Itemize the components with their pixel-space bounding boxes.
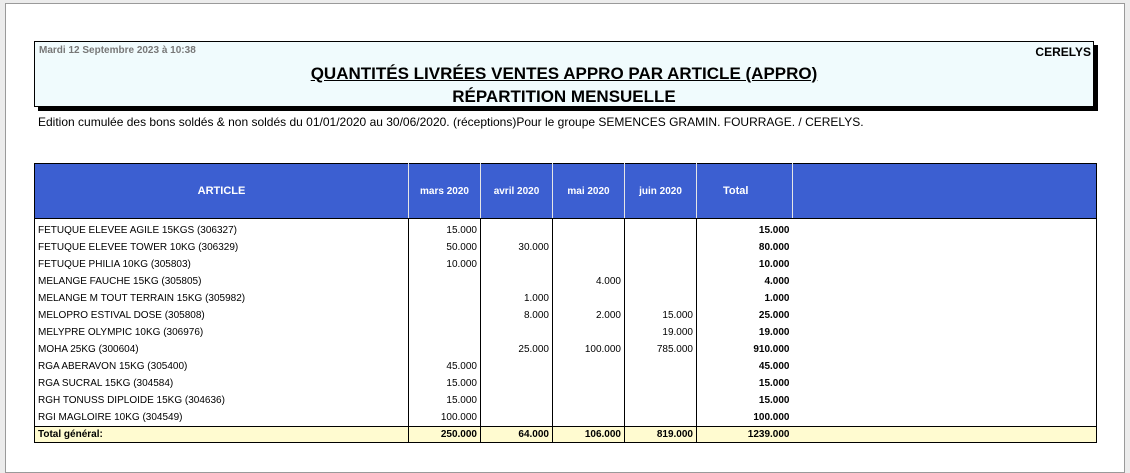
row-total-cell: 4.000 xyxy=(697,273,793,290)
quantity-cell-mars: 15.000 xyxy=(409,392,481,409)
row-filler xyxy=(793,239,1097,256)
table-row xyxy=(35,273,1097,290)
table-row xyxy=(35,239,1097,256)
quantity-cell-avril: 30.000 xyxy=(481,239,553,256)
grand-total-row xyxy=(35,427,1097,443)
quantity-cell-avril xyxy=(481,392,553,409)
quantity-cell-mai xyxy=(553,375,625,392)
quantity-cell-juin xyxy=(625,409,697,427)
row-total-cell: 15.000 xyxy=(697,375,793,392)
row-filler xyxy=(793,392,1097,409)
report-table xyxy=(34,163,1097,443)
quantity-cell-avril: 8.000 xyxy=(481,307,553,324)
table-row xyxy=(35,307,1097,324)
row-filler xyxy=(793,273,1097,290)
quantity-cell-mai xyxy=(553,256,625,273)
table-row xyxy=(35,219,1097,240)
column-header-mai: mai 2020 xyxy=(553,164,625,219)
table-row xyxy=(35,375,1097,392)
report-page xyxy=(5,3,1125,473)
grand-total-mars: 250.000 xyxy=(409,427,481,443)
article-cell: MELYPRE OLYMPIC 10KG (306976) xyxy=(35,324,409,341)
row-total-cell: 45.000 xyxy=(697,358,793,375)
quantity-cell-juin xyxy=(625,239,697,256)
row-filler xyxy=(793,358,1097,375)
quantity-cell-mai xyxy=(553,358,625,375)
table-row xyxy=(35,392,1097,409)
column-header-juin: juin 2020 xyxy=(625,164,697,219)
quantity-cell-avril xyxy=(481,375,553,392)
row-total-cell: 80.000 xyxy=(697,239,793,256)
row-filler xyxy=(793,409,1097,427)
row-total-cell: 15.000 xyxy=(697,219,793,240)
quantity-cell-avril xyxy=(481,358,553,375)
quantity-cell-mars xyxy=(409,307,481,324)
edition-description: Edition cumulée des bons soldés & non soldés du 01/01/2020 au 30/06/2020. (réceptions)Pour le groupe SEMENCES GRAMIN. FOURRAGE. / CERELYS. xyxy=(38,115,864,129)
grand-total-label: Total général: xyxy=(35,427,409,443)
article-cell: MELANGE M TOUT TERRAIN 15KG (305982) xyxy=(35,290,409,307)
quantity-cell-juin: 19.000 xyxy=(625,324,697,341)
quantity-cell-juin xyxy=(625,273,697,290)
table-header-row xyxy=(35,164,1097,219)
quantity-cell-avril xyxy=(481,273,553,290)
row-filler xyxy=(793,256,1097,273)
quantity-cell-juin xyxy=(625,392,697,409)
report-header xyxy=(34,41,1094,107)
quantity-cell-mai xyxy=(553,239,625,256)
grand-total-filler xyxy=(793,427,1097,443)
quantity-cell-mars xyxy=(409,324,481,341)
row-filler xyxy=(793,324,1097,341)
quantity-cell-mai xyxy=(553,324,625,341)
quantity-cell-mars: 15.000 xyxy=(409,219,481,240)
table-row xyxy=(35,341,1097,358)
quantity-cell-juin xyxy=(625,256,697,273)
article-cell: RGA ABERAVON 15KG (305400) xyxy=(35,358,409,375)
article-cell: MELOPRO ESTIVAL DOSE (305808) xyxy=(35,307,409,324)
article-cell: MELANGE FAUCHE 15KG (305805) xyxy=(35,273,409,290)
grand-total-value: 1239.000 xyxy=(697,427,793,443)
table-body xyxy=(35,219,1097,443)
article-cell: FETUQUE ELEVEE TOWER 10KG (306329) xyxy=(35,239,409,256)
article-cell: RGH TONUSS DIPLOIDE 15KG (304636) xyxy=(35,392,409,409)
quantity-cell-mars: 45.000 xyxy=(409,358,481,375)
quantity-cell-avril xyxy=(481,256,553,273)
article-cell: FETUQUE PHILIA 10KG (305803) xyxy=(35,256,409,273)
article-cell: RGA SUCRAL 15KG (304584) xyxy=(35,375,409,392)
table-row xyxy=(35,290,1097,307)
quantity-cell-mai xyxy=(553,409,625,427)
quantity-cell-mars xyxy=(409,341,481,358)
quantity-cell-mars xyxy=(409,273,481,290)
row-filler xyxy=(793,290,1097,307)
report-title: QUANTITÉS LIVRÉES VENTES APPRO PAR ARTICLE (APPRO) xyxy=(310,64,818,83)
row-total-cell: 1.000 xyxy=(697,290,793,307)
company-name: CERELYS xyxy=(1035,45,1091,59)
quantity-cell-avril xyxy=(481,324,553,341)
row-total-cell: 19.000 xyxy=(697,324,793,341)
quantity-cell-mai xyxy=(553,290,625,307)
row-total-cell: 910.000 xyxy=(697,341,793,358)
grand-total-avril: 64.000 xyxy=(481,427,553,443)
header-filler xyxy=(793,164,1097,219)
quantity-cell-mai: 2.000 xyxy=(553,307,625,324)
row-total-cell: 10.000 xyxy=(697,256,793,273)
column-header-total: Total xyxy=(697,164,793,219)
quantity-cell-avril: 1.000 xyxy=(481,290,553,307)
quantity-cell-mars: 15.000 xyxy=(409,375,481,392)
quantity-cell-juin: 15.000 xyxy=(625,307,697,324)
column-header-avril: avril 2020 xyxy=(481,164,553,219)
quantity-cell-juin xyxy=(625,219,697,240)
quantity-cell-mai xyxy=(553,219,625,240)
quantity-cell-mai xyxy=(553,392,625,409)
row-total-cell: 15.000 xyxy=(697,392,793,409)
report-subtitle: RÉPARTITION MENSUELLE xyxy=(452,87,676,106)
report-date: Mardi 12 Septembre 2023 à 10:38 xyxy=(39,45,196,56)
quantity-cell-avril xyxy=(481,409,553,427)
table-row xyxy=(35,409,1097,427)
row-filler xyxy=(793,341,1097,358)
quantity-cell-juin xyxy=(625,358,697,375)
row-filler xyxy=(793,375,1097,392)
column-header-article: ARTICLE xyxy=(35,164,409,219)
quantity-cell-avril xyxy=(481,219,553,240)
quantity-cell-mai: 100.000 xyxy=(553,341,625,358)
table-row xyxy=(35,324,1097,341)
grand-total-juin: 819.000 xyxy=(625,427,697,443)
quantity-cell-mars: 10.000 xyxy=(409,256,481,273)
row-filler xyxy=(793,219,1097,240)
row-total-cell: 25.000 xyxy=(697,307,793,324)
quantity-cell-avril: 25.000 xyxy=(481,341,553,358)
article-cell: MOHA 25KG (300604) xyxy=(35,341,409,358)
quantity-cell-mai: 4.000 xyxy=(553,273,625,290)
quantity-cell-mars xyxy=(409,290,481,307)
quantity-cell-mars: 100.000 xyxy=(409,409,481,427)
row-total-cell: 100.000 xyxy=(697,409,793,427)
table-row xyxy=(35,256,1097,273)
quantity-cell-juin xyxy=(625,375,697,392)
table-row xyxy=(35,358,1097,375)
quantity-cell-juin xyxy=(625,290,697,307)
grand-total-mai: 106.000 xyxy=(553,427,625,443)
quantity-cell-juin: 785.000 xyxy=(625,341,697,358)
article-cell: FETUQUE ELEVEE AGILE 15KGS (306327) xyxy=(35,219,409,240)
row-filler xyxy=(793,307,1097,324)
column-header-mars: mars 2020 xyxy=(409,164,481,219)
quantity-cell-mars: 50.000 xyxy=(409,239,481,256)
article-cell: RGI MAGLOIRE 10KG (304549) xyxy=(35,409,409,427)
